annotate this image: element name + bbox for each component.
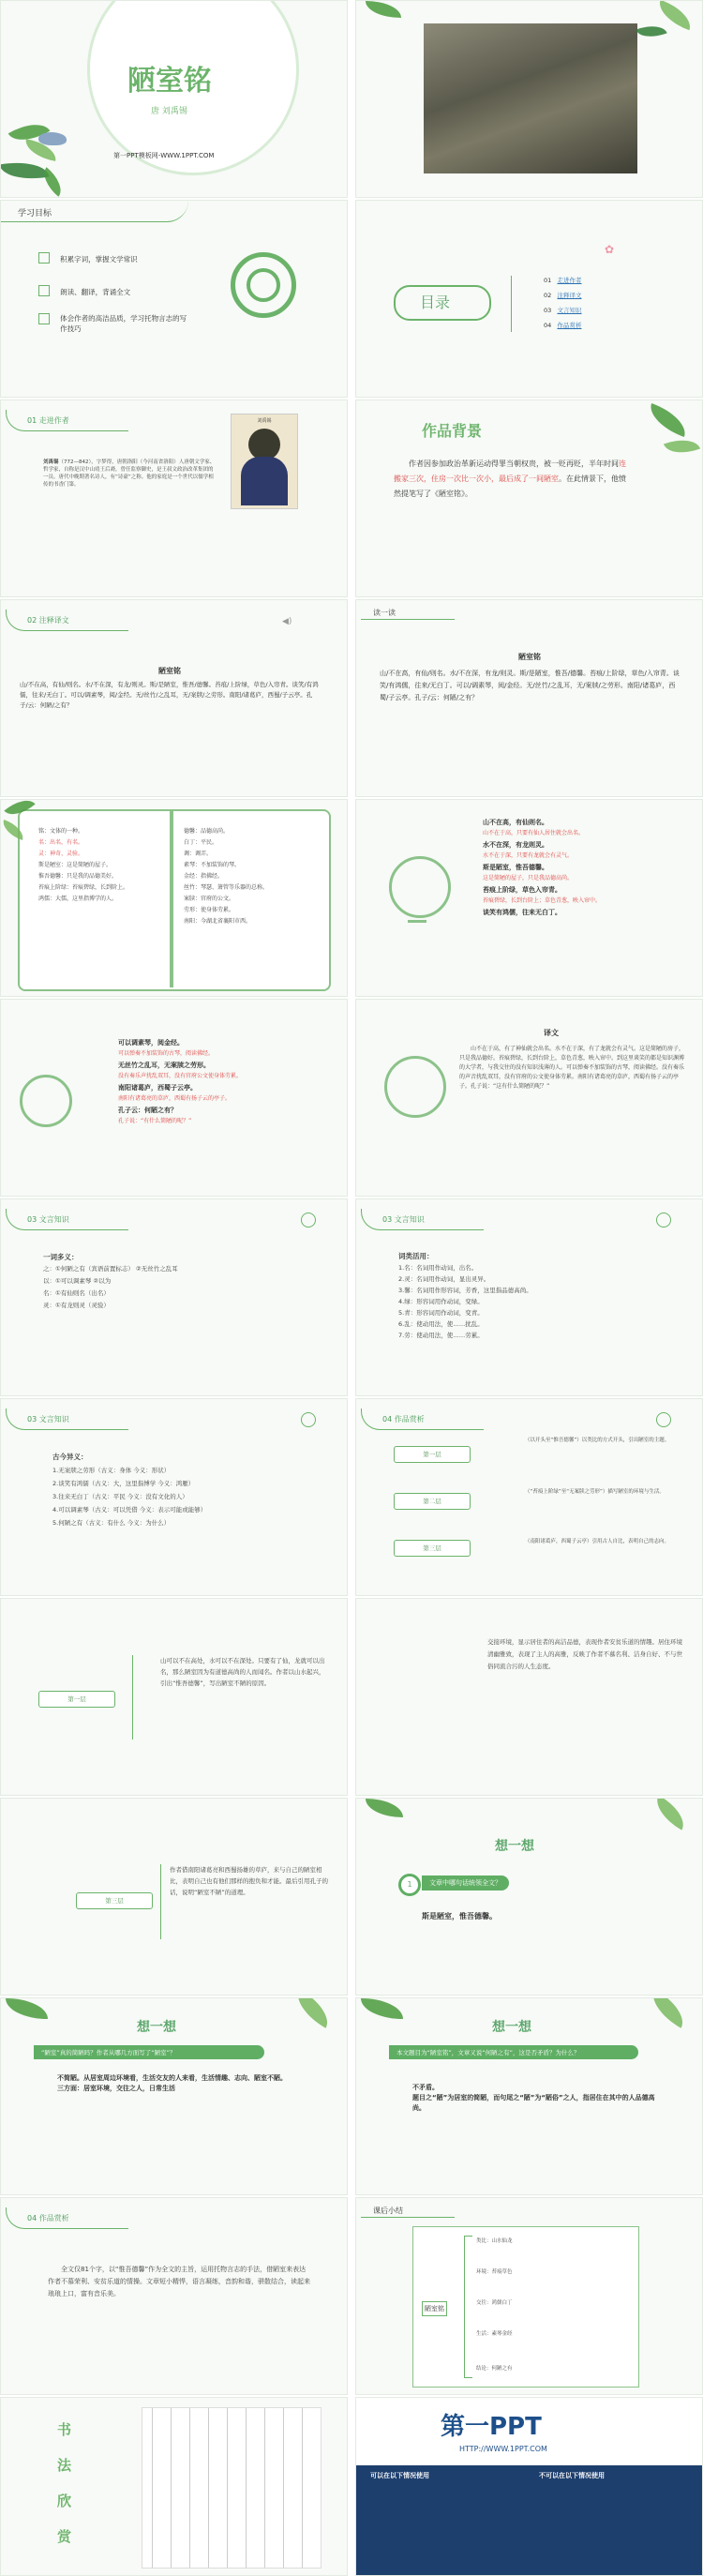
leaf-decoration (290, 1997, 337, 2028)
full-text-title: 陋室铭 (158, 667, 181, 675)
leaf-decoration (654, 0, 696, 30)
read-text (380, 652, 680, 704)
ad-col1-title: 可以在以下情况使用 (370, 2472, 429, 2479)
slide-title-text: 陋室铭 (127, 65, 212, 98)
slide-reading-1 (355, 799, 703, 997)
slide-ad (355, 2397, 703, 2576)
slide-author (0, 399, 348, 597)
slide-summary (355, 2197, 703, 2395)
layer-3-box: 第三层 (76, 1892, 153, 1909)
leaf-decoration (664, 433, 700, 460)
goals-header: 学习目标 (18, 209, 52, 218)
ad-col2-title: 不可以在以下情况使用 (539, 2472, 605, 2479)
word-class-body: 词类活用： 1.名：名词用作动词，出名。 2.灵：名词用作动词，显出灵异。 3.馨：名词用作形容词，芳香，这里指品德高尚。 4.绿：形容词用作动词，变绿。 5.青：形容词用作动词，变青。 6.乱：使动用法，使……扰乱。 7.劳：使动用法，使……劳累。 (398, 1252, 532, 1339)
bracket-line (132, 1655, 133, 1740)
toc-item-2[interactable]: 02 注释译文 (544, 292, 582, 299)
slide-ancient-modern (0, 1398, 348, 1596)
ppt-url: HTTP://WWW.1PPT.COM (459, 2445, 547, 2453)
portrait-caption: 刘禹锡 (257, 418, 272, 424)
goal-item (38, 280, 130, 298)
layer-1-note: （以开头至“惟吾德馨”）以类比的方式开头，引出陋室的主题。 (525, 1438, 670, 1443)
leaf-decoration (366, 1799, 403, 1817)
summary-header-line (361, 2217, 455, 2218)
checkbox-icon (38, 285, 50, 296)
goal-text: 朗读、翻译，背诵全文 (60, 288, 131, 296)
toc-item-4[interactable]: 04 作品赏析 (544, 322, 582, 329)
author-header: 01 走进作者 (27, 416, 69, 425)
background-title: 作品背景 (422, 422, 483, 440)
answer-text: 不矛盾。 题目之“陋”为居室的简陋，而句尾之“陋”为“陋俗”之人，指居住在其中的人品德高尚。 (412, 2084, 655, 2112)
reading-lines: 山不在高，有仙则名。 山不在于高，只要有仙人居住就会出名。 水不在深，有龙则灵。 水不在于深，只要有龙就会有灵气。 斯是陋室，惟吾德馨。 这是简陋的屋子，只是我品德高尚。 苔痕上阶绿，草色入帘青。 苔痕碧绿，长到台阶上；草色青葱，映入帘中。 谈笑有鸿儒，往来无白丁。 (483, 819, 602, 916)
butterfly-icon: ✿ (605, 243, 615, 256)
polysemy-header: 03 文言知识 (27, 1215, 69, 1224)
layer-2-text: 交接环境，显示居住者的高洁品德，表现作者安贫乐道的情趣。居住环境清幽雅致，表现了主人的高雅，反映了作者不慕名利、洁身自好、不与世俗同流合污的人生态度。 (487, 1638, 682, 1670)
slide-rock-photo (355, 0, 703, 198)
pencil-icon (301, 1213, 316, 1228)
checkbox-icon (38, 252, 50, 264)
author-portrait (231, 414, 298, 509)
toc-divider (511, 276, 512, 332)
translation-header: 译文 (544, 1029, 559, 1037)
target-icon (231, 252, 296, 318)
layer-2-box: 第二层 (394, 1493, 471, 1510)
read-header: 读一读 (373, 609, 396, 617)
slide-site: 第一PPT模板网-WWW.1PPT.COM (113, 152, 215, 159)
translation-text: 山不在于高，有了神仙就会出名。水不在于深，有了龙就会有灵气。这是简陋的房子，只是我品德好。苔痕碧绿，长到台阶上，草色青葱，映入帘中。到这里谈笑的都是知识渊博的大学者，与我交往的没有知识浅薄的人。可以弹奏不加装饰的古琴，阅读佛经。没有奏乐的声音扰乱双耳，没有官府的公文使身体劳累。南阳有诸葛亮的草庐，西蜀有扬子云的亭子。孔子说：“这有什么简陋的呢？” (459, 1046, 685, 1090)
notes-left: 铭：文体的一种。 名：出名，有名。 灵：神奇、灵验。 斯是陋室：这是简陋的屋子。 惟吾德馨：只是我的品德美好。 苔痕上阶绿：苔痕碧绿，长到阶上。 鸿儒：大儒，这里指博学的人。 (38, 828, 129, 902)
toc-item-1[interactable]: 01 走进作者 (544, 277, 582, 284)
layer-2-note: （“苔痕上阶绿”至“无案牍之劳形”）描写陋室的环境与生活。 (525, 1489, 665, 1495)
leaf-decoration (645, 403, 692, 437)
leaf-decoration (645, 1997, 692, 2028)
pencil-icon (656, 1213, 671, 1228)
slide-think-1 (355, 1798, 703, 1996)
ancient-body: 古今异义： 1.无案牍之劳形（古义：身体 今义：形状） 2.谈笑有鸿儒（古义：大，这里指博学 今义：鸿雁） 3.往来无白丁（古义：平民 今义：没有文化的人） 4.可以调素琴（古义：可以凭借 今义：表示可能或能够） 5.何陋之有（古义：有什么 今义：为什么） (52, 1453, 207, 1527)
slide-notes-intro (0, 599, 348, 797)
layer-3-box: 第三层 (394, 1540, 471, 1557)
full-text-body: 山/不在高，有仙/则名。水/不在深，有龙/则灵。斯/是陋室，惟吾/德馨。苔痕/上阶绿，草色/入帘青。谈笑/有鸿儒，往来/无白丁。可以/调素琴，阅/金经。无/丝竹/之乱耳，无/案牍/之劳形。南阳/诸葛庐，西蜀/子云亭。孔子/云：何陋/之有？ (20, 681, 319, 709)
calligraphy-image (142, 2407, 322, 2568)
reading-lines: 可以调素琴，阅金经。 可以弹奏不加装饰的古琴，阅读佛经。 无丝竹之乱耳，无案牍之劳形。 没有奏乐声扰乱双耳，没有官府公文使身体劳累。 南阳诸葛庐，西蜀子云亭。 南阳有诸葛亮的草庐，西蜀有扬子云的亭子。 孔子云：何陋之有？ 孔子说：“有什么简陋的呢？” (118, 1039, 243, 1124)
slide-think-3 (355, 1997, 703, 2195)
slide-calligraphy (0, 2397, 348, 2576)
pencil-icon (301, 1412, 316, 1427)
slide-goals (0, 200, 348, 398)
leaf-decoration (361, 1998, 403, 2019)
toc-title: 目录 (420, 294, 451, 311)
ad-panel (356, 2465, 703, 2576)
think-title: 想一想 (495, 1839, 534, 1854)
pencil-icon (656, 1412, 671, 1427)
word-class-header: 03 文言知识 (382, 1215, 425, 1224)
analysis-header: 04 作品赏析 (382, 1415, 425, 1424)
goal-text: 积累字词，掌握文学常识 (60, 255, 138, 264)
question-pill: “陋室”真的简陋吗？作者从哪几方面写了“陋室”？ (34, 2045, 264, 2059)
question-badge: 1 (398, 1874, 421, 1896)
globe-icon (20, 1075, 72, 1127)
slide-analysis (355, 1398, 703, 1596)
goal-item (38, 248, 138, 265)
slide-polysemy (0, 1198, 348, 1396)
slide-appreciation (0, 2197, 348, 2395)
mindmap-branch: 生活：素琴金经 (476, 2331, 513, 2337)
slide-background (355, 399, 703, 597)
read-body: 山/不在高，有仙/则名。水/不在深，有龙/则灵。斯/是陋室，惟吾/德馨。苔痕/上阶绿，草色/入帘青。谈笑/有鸿儒，往来/无白丁。可以/调素琴，阅/金经。无/丝竹/之乱耳，无/案牍/之劳形。南阳/诸葛庐，西蜀/子云亭。孔子/云：何陋/之有？ (380, 670, 680, 701)
answer-text: 不简陋。从居室周边环境看，生活交友的人来看，生活情趣、志向、陋室不陋。 三方面：居室环境，交往之人，日常生活 (57, 2074, 287, 2092)
question-pill: 文章中哪句话统领全文？ (422, 1876, 509, 1891)
calligraphy-title: 书 法 欣 赏 (57, 2421, 72, 2545)
goal-text: 体会作者的高洁品质，学习托物言志的写作技巧 (60, 314, 187, 333)
leaf-decoration (6, 1998, 48, 2019)
layer-1-text: 山可以不在高处，水可以不在深处。只要有了仙，龙就可以出名，那么陋室因为有道德高尚的人而闻名。作者以山水起兴，引出“惟吾德馨”，写出陋室不陋的原因。 (160, 1657, 325, 1687)
mindmap-branch: 交往：鸿儒白丁 (476, 2300, 513, 2306)
layer-3-note: （南阳诸葛庐，西蜀子云亭）引用古人自比，表明自己的志向。 (525, 1539, 670, 1544)
full-text (20, 666, 320, 711)
question-pill: 本文题目为“陋室铭”，文章又说“何陋之有”，这是否矛盾？为什么？ (389, 2045, 638, 2059)
polysemy-body: 一词多义： 之：①何陋之有（宾语前置标志） ②无丝竹之乱耳 以：①可以调素琴 ②以为 名：①有仙则名（出名） 灵：①有龙则灵（灵验） (43, 1253, 178, 1309)
bird-icon (38, 132, 67, 145)
mindmap-branch: 环境：苔痕草色 (476, 2269, 513, 2275)
slide-notebook (0, 799, 348, 997)
appreciation-text: 全文仅81个字，以“惟吾德馨”作为全文的主旨，运用托物言志的手法，借陋室来表达作者不慕荣利、安贫乐道的情操。文章短小精悍，语言凝练，音韵和谐，骈散结合，读起来琅琅上口，富有音乐美。 (48, 2266, 310, 2297)
slide-read (355, 599, 703, 797)
slide-translation (355, 999, 703, 1197)
notebook-spine (170, 809, 173, 987)
notes-header: 02 注释译文 (27, 616, 69, 625)
leaf-decoration (0, 157, 50, 185)
summary-header: 课后小结 (373, 2207, 403, 2215)
slide-title (0, 0, 348, 198)
bracket-line (160, 1864, 161, 1939)
globe-icon (389, 856, 451, 918)
layer-3-text: 作者借南阳诸葛亮和西蜀扬雄的草庐，来与自己的陋室相比，表明自己也有他们那样的抱负和才能。最后引用孔子的话，说明“陋室不陋”的道理。 (170, 1866, 328, 1896)
slide-word-class (355, 1198, 703, 1396)
read-header-line (361, 619, 455, 620)
mindmap-branch: 结论：何陋之有 (476, 2366, 513, 2372)
ppt-logo: 第一PPT (441, 2413, 542, 2441)
author-bio: 刘禹锡（772—842），字梦得，唐朝洛阳（今河南省洛阳）人唐朝文学家、哲学家，自称是汉中山靖王后裔，曾任监察御史，是王叔文政治改革集团的一员。唐代中晚期著名诗人，有“诗豪”之称。他的家庭是一个世代以儒学相传的书香门第。 (43, 459, 216, 488)
slide-toc (355, 200, 703, 398)
think-title: 想一想 (137, 2020, 176, 2035)
leaf-decoration (636, 20, 666, 42)
slide-reading-2 (0, 999, 348, 1197)
speaker-icon[interactable]: ◀) (282, 617, 292, 626)
answer-text: 斯是陋室，惟吾德馨。 (422, 1912, 497, 1921)
rock-photo (424, 23, 637, 173)
think-title: 想一想 (492, 2020, 531, 2035)
slide-think-2 (0, 1997, 348, 2195)
goal-item (38, 313, 198, 335)
checkbox-icon (38, 313, 50, 324)
layer-1-box: 第一层 (394, 1446, 471, 1463)
slide-layer2 (355, 1598, 703, 1796)
mindmap-branch: 类比：山水仙龙 (476, 2238, 513, 2244)
toc-item-3[interactable]: 03 文言知识 (544, 307, 582, 314)
background-text: 作者因参加政治革新运动得罪当朝权贵，被一贬再贬，半年时间连搬家三次，住房一次比一次小，最后成了一间陋室。在此情景下，他愤然提笔写了《陋室铭》。 (394, 459, 626, 498)
slide-author: 唐 刘禹锡 (151, 107, 187, 116)
globe-icon (384, 1056, 446, 1118)
read-title: 陋室铭 (518, 653, 541, 661)
mindmap-root: 陋室铭 (422, 2301, 447, 2316)
leaf-decoration (650, 1798, 692, 1830)
mindmap-bracket (464, 2236, 472, 2378)
slide-layer3 (0, 1798, 348, 1996)
globe-stand (408, 920, 426, 936)
layer-1-box: 第一层 (38, 1691, 115, 1708)
notes-right: 德馨：品德高尚。 白丁：平民。 调：调弄。 素琴：不加装饰的琴。 金经：指佛经。 丝竹：琴瑟、箫管等乐器的总称。 案牍：官府的公文。 劳形：使身体劳累。 南阳：今湖北省襄阳市西。 (184, 828, 269, 925)
leaf-decoration (366, 1, 401, 18)
appreciation-header: 04 作品赏析 (27, 2214, 69, 2222)
slide-layer1 (0, 1598, 348, 1796)
ancient-header: 03 文言知识 (27, 1415, 69, 1424)
